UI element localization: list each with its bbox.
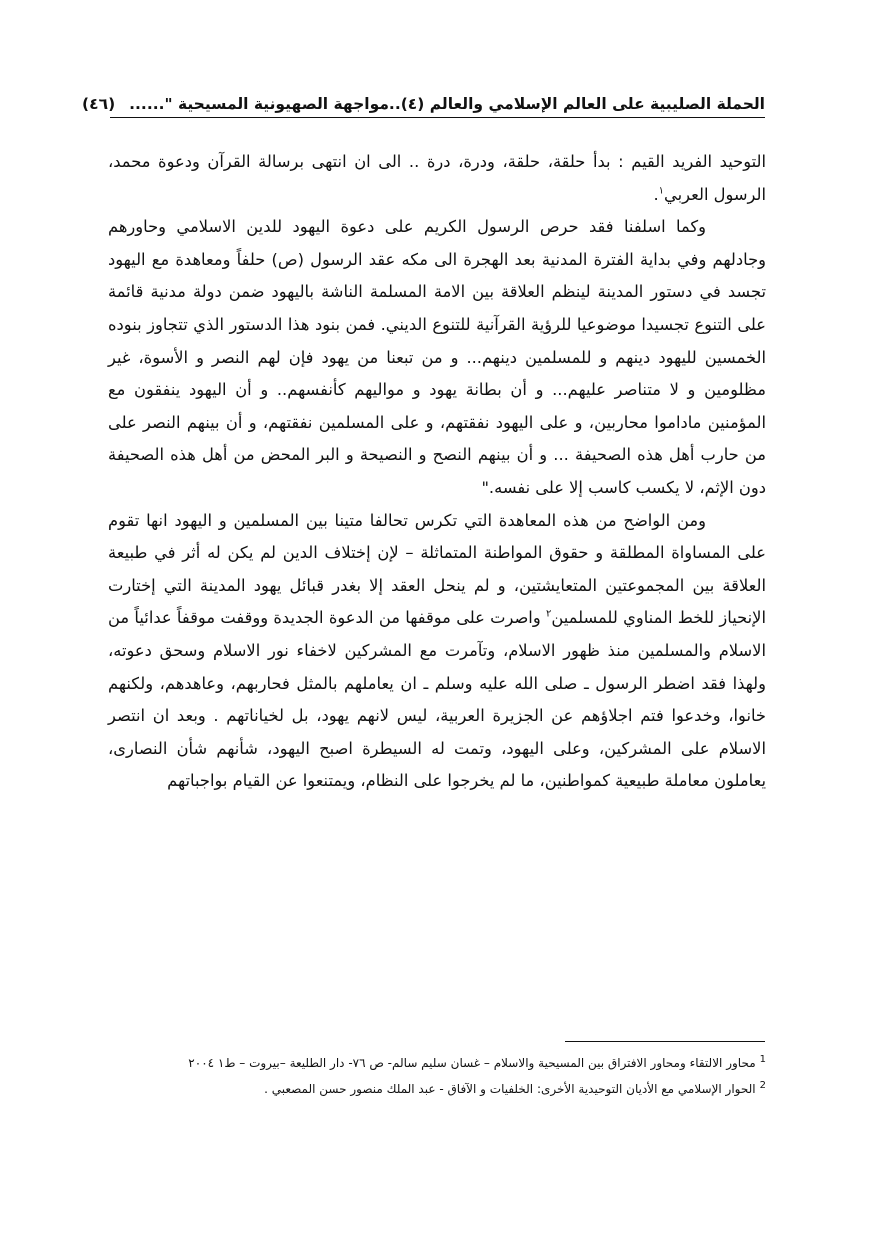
footnote-2	[108, 1076, 766, 1102]
paragraph-1	[108, 146, 766, 211]
footnote-number: 2	[759, 1080, 766, 1091]
footnote-1	[108, 1050, 766, 1076]
paragraph-2: وكما اسلفنا فقد حرص الرسول الكريم على دعوة اليهود للدين الاسلامي وحاورهم وجادلهم وفي بداية الفترة المدنية بعد الهجرة الى مكه عقد الرسول (ص) حلفاً ومعاهدة مع اليهود تجسد في دستور المدينة لينظم العلاقة بين الامة المسلمة الناشة باليهود ضمن دولة مدنية قائمة على التنوع تجسيدا موضوعيا للرؤية القرآنية للتنوع الديني. فمن بنود هذا الدستور الذي تتجاوز بنوده الخمسين لليهود دينهم و للمسلمين دينهم... و من تبعنا من يهود فإن لهم النصر و الأسوة، غير مظلومين و لا متناصر عليهم... و أن بطانة يهود و مواليهم كأنفسهم.. و أن اليهود ينفقون مع المؤمنين ماداموا محاربين، و على اليهود نفقتهم، و على المسلمين نفقتهم، و أن بينهم النصر على من حارب أهل هذه الصحيفة ... و أن بينهم النصح و النصيحة و البر المحض من أهل هذه الصحيفة دون الإثم، لا يكسب كاسب إلا على نفسه."	[108, 217, 766, 497]
paragraph-3-continued: واصرت على موقفها من الدعوة الجديدة ووقفت موقفاً عدائياً من الاسلام والمسلمين منذ ظهور الاسلام، وتآمرت مع المشركين لاخفاء نور الاسلام وسحق دعوته، ولهذا فقد اضطر الرسول ـ صلى الله عليه وسلم ـ ان يعاملهم بالمثل فحاربهم، وعاهدهم، ولكنهم خانوا، وخدعوا فتم اجلاؤهم عن الجزيرة العربية، ليس لانهم يهود، بل لخياناتهم . وبعد ان انتصر الاسلام على المشركين، وعلى اليهود، وتمت له السيطرة اصبح اليهود، شأنهم شأن النصارى، يعاملون معاملة طبيعية كمواطنين، ما لم يخرجوا على النظام، ويمتنعوا عن القيام بواجباتهم	[108, 608, 766, 791]
footnote-separator	[565, 1041, 765, 1042]
footnote-text: الحوار الإسلامي مع الأديان التوحيدية الأخرى: الخلفيات و الآفاق - عبد الملك منصور حسن المصعبي .	[264, 1082, 756, 1096]
footnote-text: محاور الالتقاء ومحاور الافتراق بين المسيحية والاسلام – غسان سليم سالم- ص ٧٦- دار الطليعة –بيروت – ط١ ٢٠٠٤	[188, 1056, 756, 1070]
footnote-number: 1	[759, 1054, 766, 1065]
footnote-ref-2: ٢	[546, 608, 552, 620]
paragraph-1-end: .	[653, 184, 659, 204]
paragraph-1-text: التوحيد الفريد القيم : بدأ حلقة، حلقة، ودرة، درة .. الى ان انتهى برسالة القرآن ودعوة محمد، الرسول العربي	[108, 152, 766, 204]
paragraph-3-text: ومن الواضح من هذه المعاهدة التي تكرس تحالفا متينا بين المسلمين و اليهود انها تقوم على المساواة المطلقة و حقوق المواطنة المتماثلة – لإن إختلاف الدين لم يكن له أثر في طبيعة العلاقة بين المجموعتين المتعايشتين، و لم ينحل العقد إلا بغدر قبائل يهود المدينة التي إختارت الإنحياز للخط المناوي للمسلمين	[108, 510, 766, 628]
footnotes	[108, 1050, 766, 1102]
body-text	[108, 146, 766, 798]
running-header	[82, 86, 765, 118]
header-title: الحملة الصليبية على العالم الإسلامي والعالم (٤)..مواجهة الصهيونية المسيحية "......	[129, 95, 765, 113]
paragraph-3	[108, 505, 766, 798]
page-number: (٤٦)	[82, 95, 116, 113]
footnote-ref-1: ١	[658, 185, 665, 197]
